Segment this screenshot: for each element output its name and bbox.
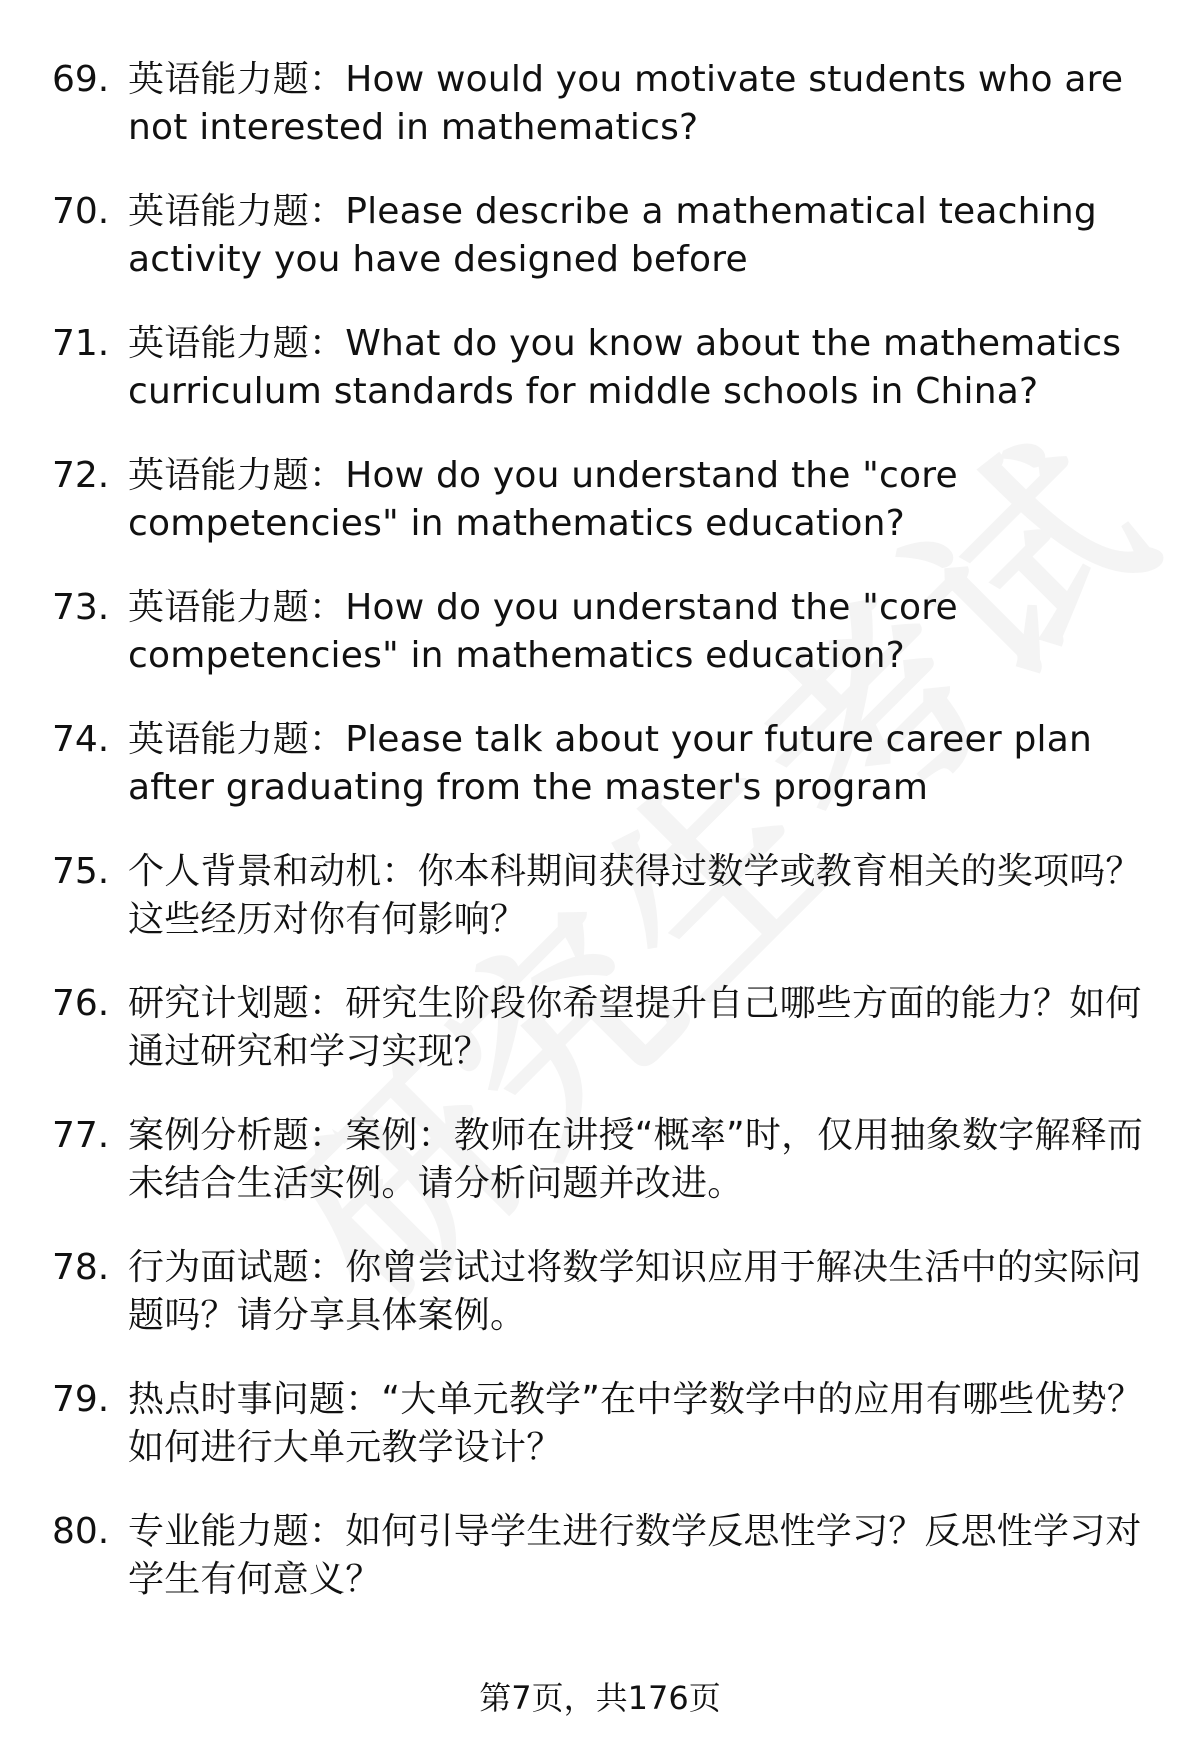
question-text: 热点时事问题：“大单元教学”在中学数学中的应用有哪些优势？如何进行大单元教学设计？ xyxy=(128,1379,1144,1468)
question-number: 79. xyxy=(52,1379,110,1420)
question-item xyxy=(52,1112,1162,1244)
question-item xyxy=(52,56,1162,188)
question-item xyxy=(52,1508,1162,1640)
question-number: 75. xyxy=(52,851,110,892)
page-number-footer: 第7页，共176页 xyxy=(479,1679,721,1717)
question-text: 英语能力题：Please talk about your future career plan after graduating from the master's program xyxy=(128,719,1092,808)
question-number: 70. xyxy=(52,191,110,232)
question-item xyxy=(52,716,1162,848)
question-number: 72. xyxy=(52,455,110,496)
question-number: 78. xyxy=(52,1247,110,1288)
question-number: 80. xyxy=(52,1511,110,1552)
question-text: 个人背景和动机：你本科期间获得过数学或教育相关的奖项吗？这些经历对你有何影响？ xyxy=(128,851,1142,940)
question-item xyxy=(52,452,1162,584)
question-item xyxy=(52,320,1162,452)
question-number: 69. xyxy=(52,59,110,100)
question-number: 77. xyxy=(52,1115,110,1156)
question-text: 英语能力题：What do you know about the mathematics curriculum standards for middle schools in China? xyxy=(128,323,1122,412)
question-text: 英语能力题：How do you understand the "core competencies" in mathematics education? xyxy=(128,587,958,676)
question-text: 英语能力题：Please describe a mathematical teaching activity you have designed before xyxy=(128,191,1097,280)
question-text: 专业能力题：如何引导学生进行数学反思性学习？反思性学习对学生有何意义？ xyxy=(128,1511,1142,1600)
question-item xyxy=(52,1376,1162,1508)
question-text: 研究计划题：研究生阶段你希望提升自己哪些方面的能力？如何通过研究和学习实现？ xyxy=(128,983,1142,1072)
question-number: 74. xyxy=(52,719,110,760)
question-list xyxy=(52,56,1162,1640)
question-text: 英语能力题：How would you motivate students who are not interested in mathematics? xyxy=(128,59,1124,148)
question-text: 英语能力题：How do you understand the "core competencies" in mathematics education? xyxy=(128,455,958,544)
question-item xyxy=(52,188,1162,320)
question-item xyxy=(52,848,1162,980)
question-number: 73. xyxy=(52,587,110,628)
question-number: 71. xyxy=(52,323,110,364)
question-item xyxy=(52,980,1162,1112)
question-text: 行为面试题：你曾尝试过将数学知识应用于解决生活中的实际问题吗？请分享具体案例。 xyxy=(128,1247,1142,1336)
question-item xyxy=(52,1244,1162,1376)
question-number: 76. xyxy=(52,983,110,1024)
question-item xyxy=(52,584,1162,716)
question-text: 案例分析题：案例：教师在讲授“概率”时，仅用抽象数字解释而未结合生活实例。请分析问题并改进。 xyxy=(128,1115,1144,1204)
